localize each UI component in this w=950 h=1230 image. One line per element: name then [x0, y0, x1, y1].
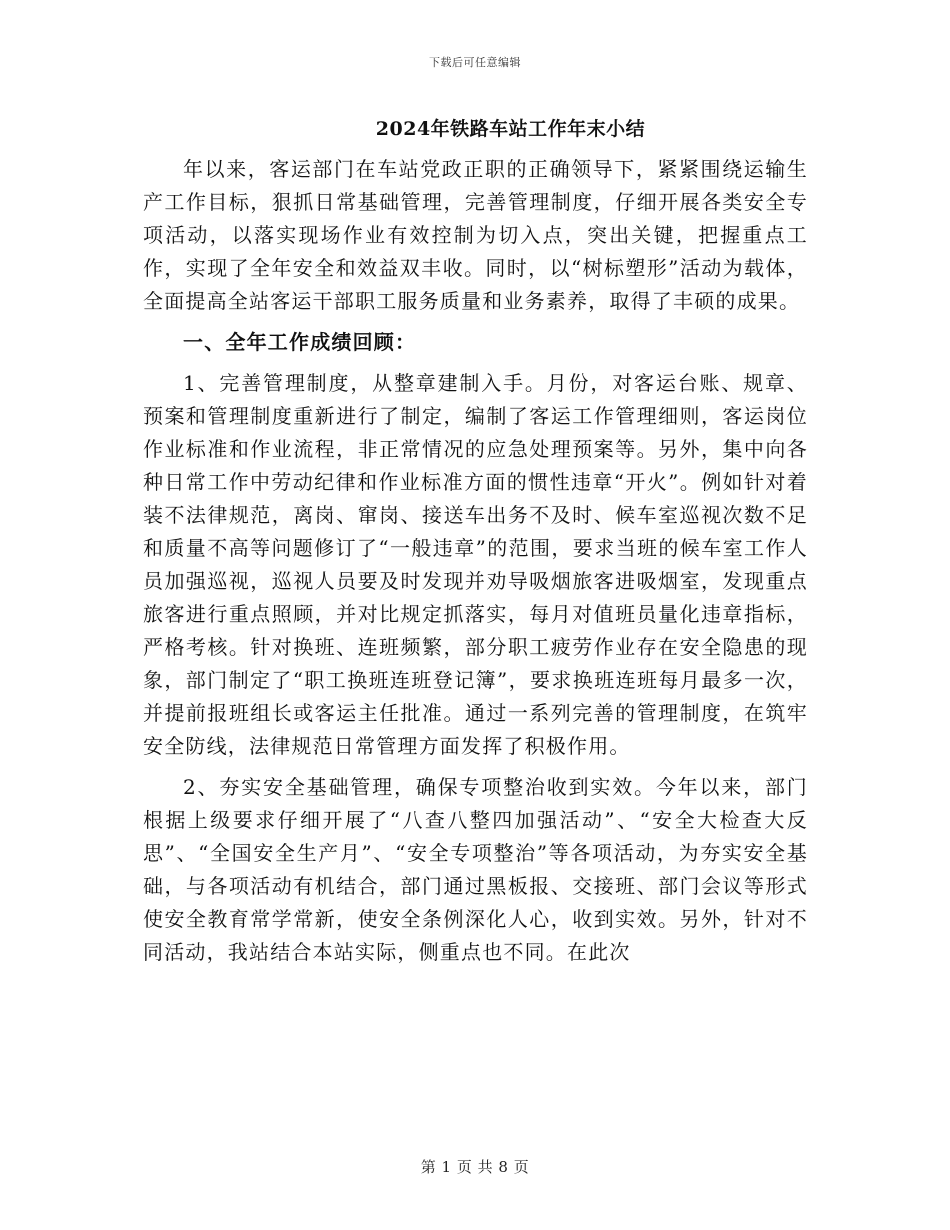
document-title: 2024年铁路车站工作年末小结	[375, 118, 646, 140]
paragraph-2: 2、夯实安全基础管理，确保专项整治收到实效。今年以来，部门根据上级要求仔细开展了“八查八整四加强活动”、“安全大检查大反思”、“全国安全生产月”、“安全专项整治”等各项活动，为夯实安全基础，与各项活动有机结合，部门通过黑板报、交接班、部门会议等形式使安全教育常学常新，使安全条例深化人心，收到实效。另外，针对不同活动，我站结合本站实际，侧重点也不同。在此次	[143, 775, 808, 964]
document-body	[143, 115, 808, 969]
section-heading: 一、全年工作成绩回顾：	[183, 330, 417, 354]
page-number: 第 1 页 共 8 页	[420, 1158, 530, 1176]
intro-paragraph: 年以来，客运部门在车站党政正职的正确领导下，紧紧围绕运输生产工作目标，狠抓日常基础管理，完善管理制度，仔细开展各类安全专项活动，以落实现场作业有效控制为切入点，突出关键，把握重点工作，实现了全年安全和效益双丰收。同时，以“树标塑形”活动为载体，全面提高全站客运干部职工服务质量和业务素养，取得了丰硕的成果。	[143, 157, 808, 313]
paragraph-1: 1、完善管理制度，从整章建制入手。月份，对客运台账、规章、预案和管理制度重新进行了制定，编制了客运工作管理细则，客运岗位作业标准和作业流程，非正常情况的应急处理预案等。另外，集中向各种日常工作中劳动纪律和作业标准方面的惯性违章“开火”。例如针对着装不法律规范，离岗、窜岗、接送车出务不及时、候车室巡视次数不足和质量不高等问题修订了“一般违章”的范围，要求当班的候车室工作人员加强巡视，巡视人员要及时发现并劝导吸烟旅客进吸烟室，发现重点旅客进行重点照顾，并对比规定抓落实，每月对值班员量化违章指标，严格考核。针对换班、连班频繁，部分职工疲劳作业存在安全隐患的现象，部门制定了“职工换班连班登记簿”，要求换班连班每月最多一次，并提前报班组长或客运主任批准。通过一系列完善的管理制度，在筑牢安全防线，法律规范日常管理方面发挥了积极作用。	[143, 371, 808, 758]
header-note: 下载后可任意编辑	[429, 56, 521, 69]
